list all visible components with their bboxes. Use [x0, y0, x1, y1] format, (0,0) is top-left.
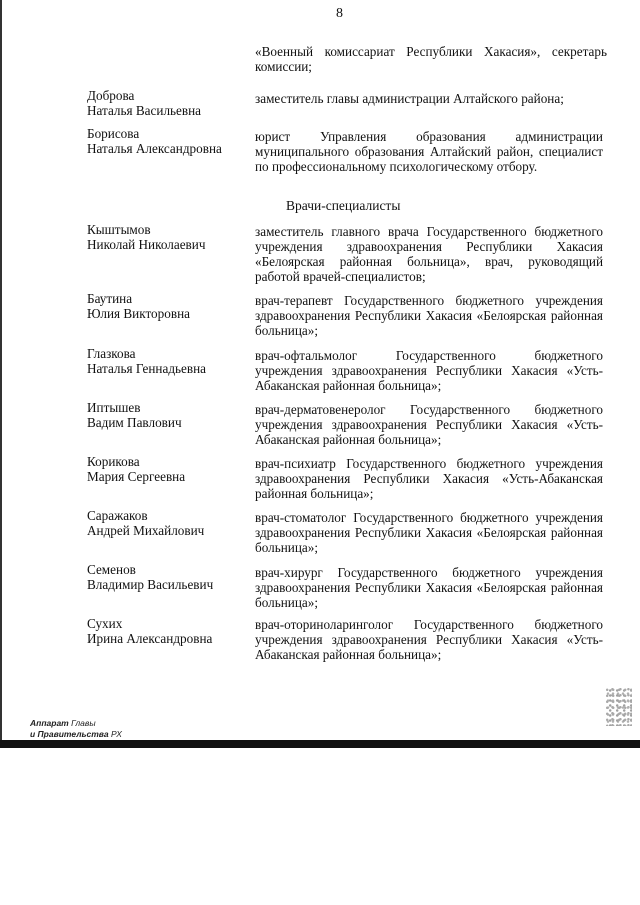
- doctor-surname: Саражаков: [87, 508, 148, 523]
- scan-noise: [606, 688, 632, 726]
- page-number: 8: [336, 6, 343, 21]
- member-given-name: Наталья Александровна: [87, 141, 222, 156]
- member-given-name: Наталья Васильевна: [87, 103, 202, 118]
- doctor-surname: Иптышев: [87, 400, 141, 415]
- stamp-line2-rest: РХ: [110, 729, 122, 739]
- doctor-given-name: Вадим Павлович: [87, 415, 182, 430]
- doctor-name: [87, 562, 247, 592]
- doctor-surname: Кыштымов: [87, 222, 151, 237]
- member-role: юрист Управления образования администрации муниципального образования Алтайский район, специалист по профессиональному психологическому отбору.: [255, 129, 603, 174]
- doctor-role: врач-хирург Государственного бюджетного учреждения здравоохранения Республики Хакасия «Белоярская районная больница»;: [255, 565, 603, 610]
- doctor-name: [87, 346, 247, 376]
- doctor-role: врач-стоматолог Государственного бюджетного учреждения здравоохранения Республики Хакасия «Белоярская районная больница»;: [255, 510, 603, 555]
- stamp-line1-rest: Главы: [71, 718, 96, 728]
- doctor-surname: Сухих: [87, 616, 123, 631]
- doctor-role: врач-психиатр Государственного бюджетного учреждения здравоохранения Республики Хакасия «Усть-Абаканская районная больница»;: [255, 456, 603, 501]
- member-name: [87, 126, 247, 156]
- member-role: заместитель главы администрации Алтайского района;: [255, 91, 564, 106]
- doctor-given-name: Владимир Васильевич: [87, 577, 214, 592]
- doctor-name: [87, 222, 247, 252]
- section-title: Врачи-специалисты: [286, 198, 401, 213]
- scan-bottom-bar: [0, 740, 640, 748]
- doctor-given-name: Мария Сергеевна: [87, 469, 186, 484]
- doctor-given-name: Андрей Михайлович: [87, 523, 205, 538]
- doctor-given-name: Ирина Александровна: [87, 631, 213, 646]
- stamp-line1-bold: Аппарат: [30, 718, 69, 728]
- doctor-surname: Баутина: [87, 291, 133, 306]
- doctor-name: [87, 454, 247, 484]
- doctor-role: врач-оториноларинголог Государственного бюджетного учреждения здравоохранения Республики Хакасия «Усть-Абаканская районная больница»;: [255, 617, 603, 662]
- member-surname: Борисова: [87, 126, 140, 141]
- scan-left-edge: [0, 0, 2, 748]
- continuation-text: «Военный комиссариат Республики Хакасия», секретарь комиссии;: [255, 44, 607, 74]
- doctor-given-name: Наталья Геннадьевна: [87, 361, 207, 376]
- doctor-role: врач-терапевт Государственного бюджетного учреждения здравоохранения Республики Хакасия «Белоярская районная больница»;: [255, 293, 603, 338]
- doctor-surname: Глазкова: [87, 346, 136, 361]
- doctor-name: [87, 291, 247, 321]
- doctor-name: [87, 508, 247, 538]
- doctor-name: [87, 400, 247, 430]
- doctor-surname: Корикова: [87, 454, 140, 469]
- doctor-role: врач-дерматовенеролог Государственного бюджетного учреждения здравоохранения Республики Хакасия «Усть-Абаканская районная больница»;: [255, 402, 603, 447]
- doctor-given-name: Юлия Викторовна: [87, 306, 190, 321]
- doctor-name: [87, 616, 247, 646]
- doctor-given-name: Николай Николаевич: [87, 237, 206, 252]
- doctor-role: врач-офтальмолог Государственного бюджетного учреждения здравоохранения Республики Хакасия «Усть-Абаканская районная больница»;: [255, 348, 603, 393]
- member-surname: Доброва: [87, 88, 135, 103]
- doctor-surname: Семенов: [87, 562, 136, 577]
- member-name: [87, 88, 247, 118]
- office-stamp: [30, 718, 122, 740]
- stamp-line2-bold: и Правительства: [30, 729, 109, 739]
- doctor-role: заместитель главного врача Государственного бюджетного учреждения здравоохранения Республики Хакасия «Белоярская районная больница», врач, руководящий работой врачей-специалистов;: [255, 224, 603, 284]
